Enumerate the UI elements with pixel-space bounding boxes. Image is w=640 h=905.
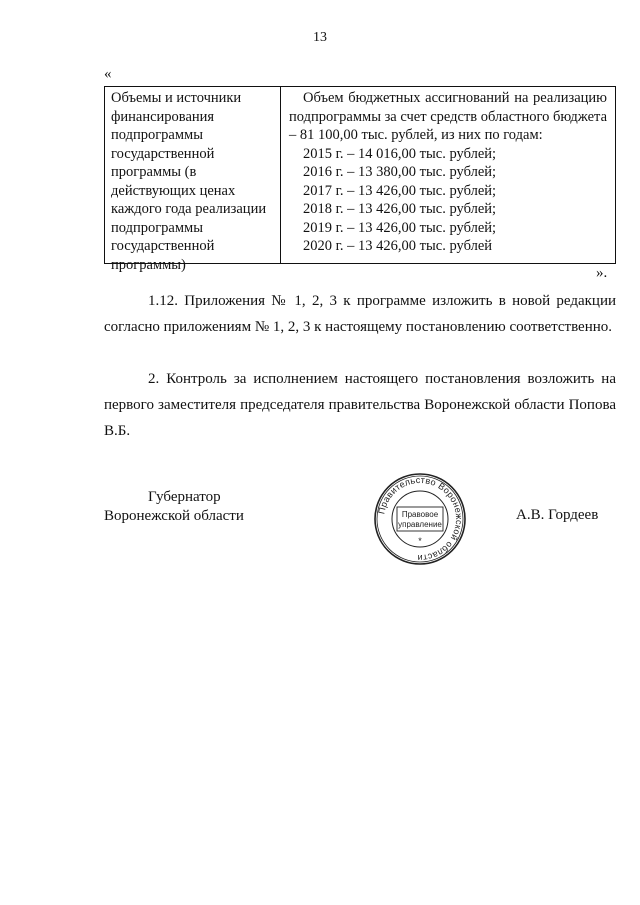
- funding-year-list: [289, 145, 607, 256]
- funding-year-item: 2018 г. – 13 426,00 тыс. рублей;: [303, 201, 497, 217]
- signatory-name: А.В. Гордеев: [516, 507, 599, 523]
- paragraph-appendices-text: 1.12. Приложения № 1, 2, 3 к программе изложить в новой редакции согласно приложениям № 1, 2, 3 к настоящему постановлению соответственно.: [104, 293, 616, 335]
- signatory-title: [104, 488, 244, 526]
- stamp-outer-text: Правительство Воронежской области: [376, 474, 465, 564]
- paragraph-control: [104, 366, 616, 444]
- signatory-title-line1: Губернатор: [148, 489, 221, 505]
- funding-table-label-cell: Объемы и источники финансирования подпрограммы государственной программы (в действующих ценах каждого года реализации подпрограммы государственной программы): [105, 87, 281, 263]
- stamp-star: *: [418, 536, 422, 546]
- page-number: 13: [313, 30, 327, 45]
- funding-year-item: 2019 г. – 13 426,00 тыс. рублей;: [303, 219, 497, 236]
- paragraph-control-text: 2. Контроль за исполнением настоящего постановления возложить на первого заместителя председателя правительства Воронежской области Попова В.Б.: [104, 371, 616, 439]
- funding-year-item: 2016 г. – 13 380,00 тыс. рублей;: [303, 164, 497, 180]
- paragraph-appendices: [104, 288, 616, 340]
- funding-year-item: 2015 г. – 14 016,00 тыс. рублей;: [303, 145, 497, 162]
- funding-year-item: 2017 г. – 13 426,00 тыс. рублей;: [303, 182, 497, 199]
- funding-description: Объем бюджетных ассигнований на реализацию подпрограммы за счет средств областного бюджета – 81 100,00 тыс. рублей, из них по годам:: [289, 90, 608, 143]
- stamp-inner-line1: Правовое: [401, 510, 439, 519]
- stamp-inner-line2: управление: [398, 520, 442, 529]
- funding-year-item: 2020 г. – 13 426,00 тыс. рублей: [303, 238, 493, 254]
- funding-table: [104, 86, 616, 273]
- opening-quote-mark: «: [104, 66, 112, 82]
- official-stamp: [372, 471, 468, 567]
- signatory-title-line2: Воронежской области: [104, 508, 244, 524]
- stamp-graphic: [372, 471, 468, 567]
- closing-quote-mark: ».: [596, 265, 608, 281]
- funding-table-value-cell: [281, 87, 615, 263]
